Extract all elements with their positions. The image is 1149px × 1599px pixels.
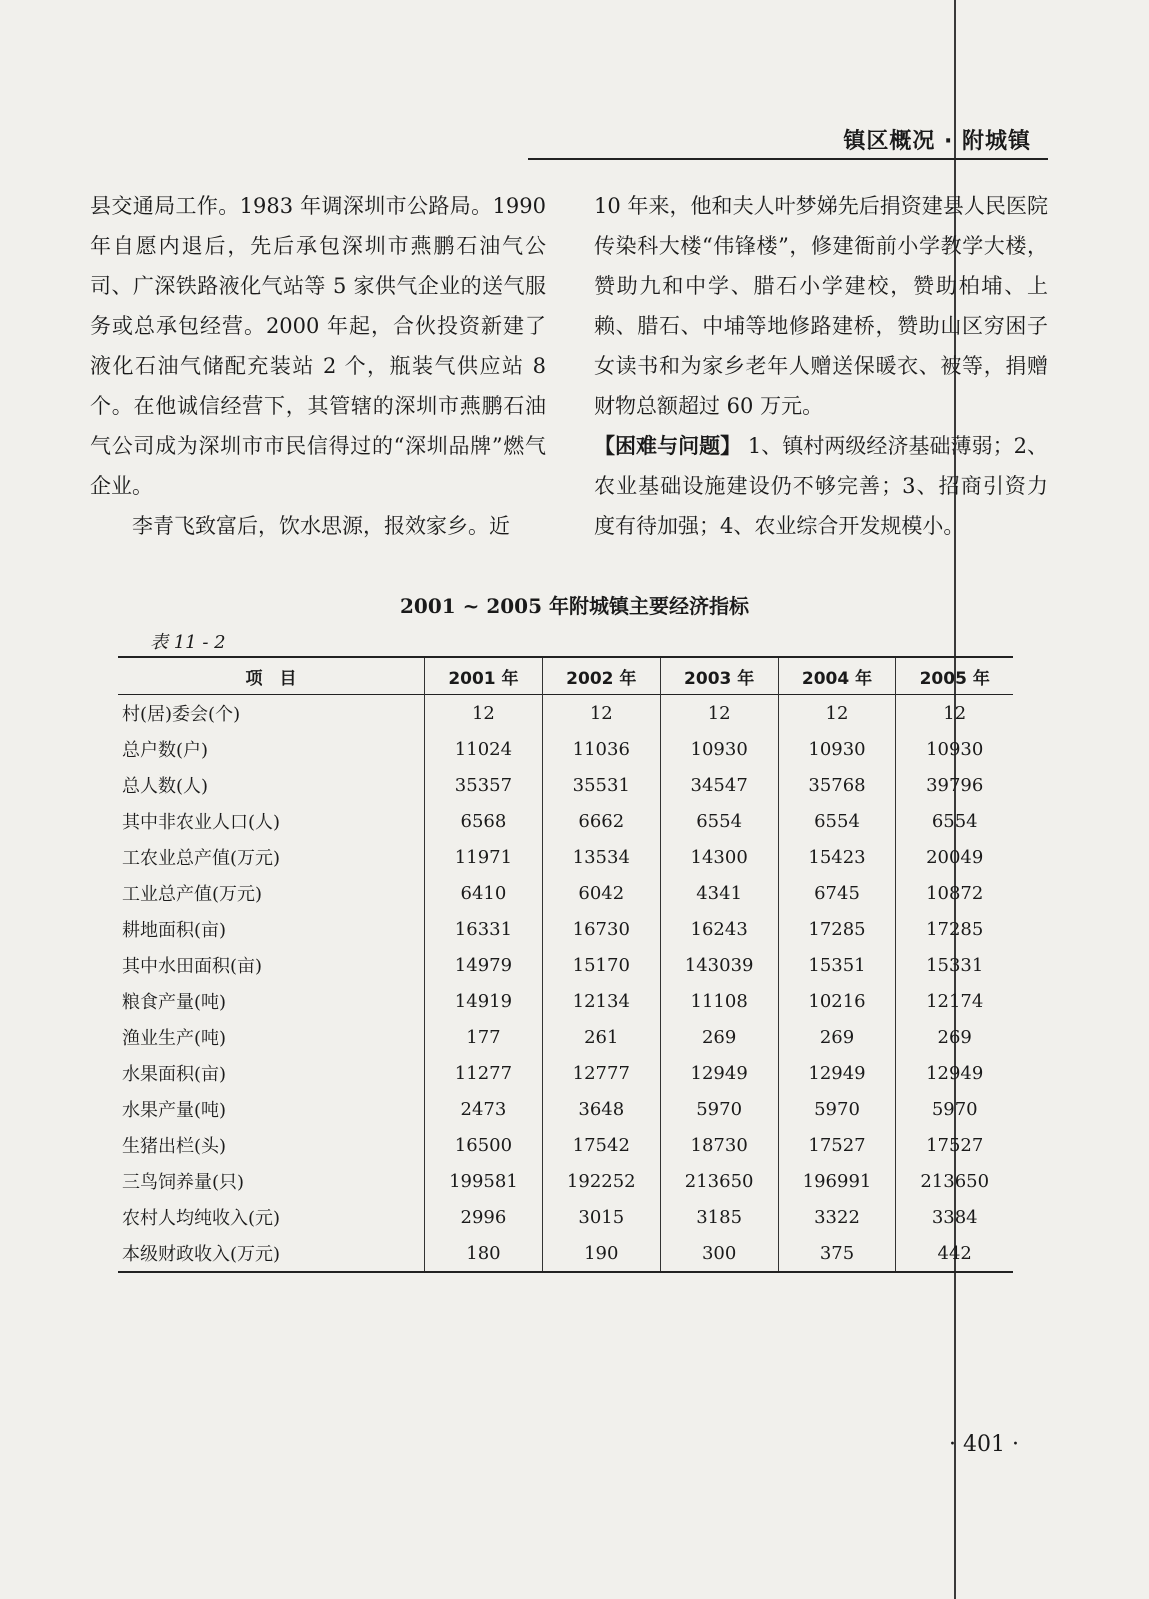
table-cell: 35768: [778, 767, 896, 803]
table-cell: 12: [425, 695, 543, 732]
table-cell: 300: [660, 1235, 778, 1272]
table-cell: 3015: [542, 1199, 660, 1235]
table-cell: 2473: [425, 1091, 543, 1127]
table-cell: 3185: [660, 1199, 778, 1235]
table-cell: 14300: [660, 839, 778, 875]
table-cell: 11971: [425, 839, 543, 875]
table-cell: 12949: [660, 1055, 778, 1091]
table-row: [118, 1127, 1013, 1163]
row-label: 农村人均纯收入(元): [122, 1208, 281, 1229]
table-cell: 11036: [542, 731, 660, 767]
table-cell: 192252: [542, 1163, 660, 1199]
table-cell: 12777: [542, 1055, 660, 1091]
row-label: 工业总产值(万元): [122, 884, 263, 905]
table-title: 2001 ~ 2005 年附城镇主要经济指标: [400, 594, 749, 618]
header-2002: 2002 年: [542, 657, 660, 695]
table-body: [118, 695, 1013, 1273]
table-cell: 6568: [425, 803, 543, 839]
row-label: 三鸟饲养量(只): [122, 1172, 245, 1193]
table-cell: 16331: [425, 911, 543, 947]
table-row: [118, 731, 1013, 767]
table-cell: 10872: [896, 875, 1013, 911]
table-row: [118, 1235, 1013, 1272]
table-cell: 6554: [660, 803, 778, 839]
running-header: 镇区概况 · 附城镇: [843, 129, 1031, 154]
row-label: 耕地面积(亩): [122, 920, 227, 941]
paragraph-problems: [594, 426, 1048, 546]
table-cell: 12134: [542, 983, 660, 1019]
table-cell: 177: [425, 1019, 543, 1055]
table-cell: 16500: [425, 1127, 543, 1163]
table-cell: 10930: [896, 731, 1013, 767]
problems-text: 1、镇村两级经济基础薄弱；2、农业基础设施建设仍不够完善；3、招商引资力度有待加强；4、农业综合开发规模小。: [594, 434, 1048, 538]
table-cell: 269: [896, 1019, 1013, 1055]
table-cell: 15351: [778, 947, 896, 983]
header-2004: 2004 年: [778, 657, 896, 695]
table-cell: 3384: [896, 1199, 1013, 1235]
table-cell: 6554: [778, 803, 896, 839]
table-header-row: [118, 657, 1013, 695]
table-row: [118, 875, 1013, 911]
economic-indicators-table: [118, 656, 1013, 1273]
header-item: 项 目: [245, 668, 297, 689]
table-cell: 269: [660, 1019, 778, 1055]
table-cell: 35531: [542, 767, 660, 803]
table-row: [118, 1091, 1013, 1127]
row-label: 其中水田面积(亩): [122, 956, 263, 977]
table-cell: 143039: [660, 947, 778, 983]
table-cell: 17285: [896, 911, 1013, 947]
table-cell: 6410: [425, 875, 543, 911]
table-cell: 6745: [778, 875, 896, 911]
table-cell: 375: [778, 1235, 896, 1272]
row-label: 渔业生产(吨): [122, 1028, 227, 1049]
table-cell: 6554: [896, 803, 1013, 839]
table-cell: 13534: [542, 839, 660, 875]
table-cell: 2996: [425, 1199, 543, 1235]
table-cell: 12949: [778, 1055, 896, 1091]
table-cell: 196991: [778, 1163, 896, 1199]
table-cell: 12174: [896, 983, 1013, 1019]
row-label: 总户数(户): [122, 740, 209, 761]
table-cell: 16730: [542, 911, 660, 947]
table-row: [118, 947, 1013, 983]
table-cell: 10930: [660, 731, 778, 767]
table-cell: 5970: [778, 1091, 896, 1127]
table-cell: 213650: [896, 1163, 1013, 1199]
table-row: [118, 767, 1013, 803]
table-cell: 15331: [896, 947, 1013, 983]
table-cell: 16243: [660, 911, 778, 947]
table-cell: 190: [542, 1235, 660, 1272]
table-row: [118, 839, 1013, 875]
table-cell: 17527: [778, 1127, 896, 1163]
table-cell: 14919: [425, 983, 543, 1019]
right-column: [594, 186, 1048, 546]
left-column: [90, 186, 546, 546]
table-cell: 17527: [896, 1127, 1013, 1163]
row-label: 水果产量(吨): [122, 1100, 227, 1121]
table-cell: 17542: [542, 1127, 660, 1163]
table-cell: 442: [896, 1235, 1013, 1272]
row-label: 生猪出栏(头): [122, 1136, 227, 1157]
paragraph-career: 县交通局工作。1983 年调深圳市公路局。1990 年自愿内退后，先后承包深圳市燕鹏石油气公司、广深铁路液化气站等 5 家供气企业的送气服务或总承包经营。2000 年起，合伙投资新建了液化石油气储配充装站 2 个，瓶装气供应站 8 个。在他诚信经营下，其管辖的深圳市燕鹏石油气公司成为深圳市市民信得过的“深圳品牌”燃气企业。: [90, 194, 546, 498]
table-row: [118, 983, 1013, 1019]
table-row: [118, 1055, 1013, 1091]
table-number: 表 11 - 2: [150, 632, 226, 653]
table-cell: 261: [542, 1019, 660, 1055]
problems-tag: 【困难与问题】: [594, 434, 742, 458]
table-cell: 11108: [660, 983, 778, 1019]
table-cell: 6042: [542, 875, 660, 911]
table-cell: 10930: [778, 731, 896, 767]
table-cell: 11277: [425, 1055, 543, 1091]
table-cell: 18730: [660, 1127, 778, 1163]
table-cell: 12: [896, 695, 1013, 732]
table-cell: 180: [425, 1235, 543, 1272]
table-cell: 3322: [778, 1199, 896, 1235]
table-cell: 14979: [425, 947, 543, 983]
table-cell: 12949: [896, 1055, 1013, 1091]
row-label: 粮食产量(吨): [122, 992, 227, 1013]
table-cell: 269: [778, 1019, 896, 1055]
table-cell: 35357: [425, 767, 543, 803]
table-row: [118, 911, 1013, 947]
table-cell: 12: [542, 695, 660, 732]
table-cell: 5970: [896, 1091, 1013, 1127]
table-cell: 213650: [660, 1163, 778, 1199]
row-label: 其中非农业人口(人): [122, 812, 281, 833]
table-row: [118, 1163, 1013, 1199]
table-cell: 6662: [542, 803, 660, 839]
row-label: 总人数(人): [122, 776, 209, 797]
table-cell: 199581: [425, 1163, 543, 1199]
header-rule: [528, 158, 1048, 160]
table-row: [118, 695, 1013, 732]
paragraph-donation-start: 李青飞致富后，饮水思源，报效家乡。近: [132, 514, 510, 538]
table-cell: 12: [660, 695, 778, 732]
table-cell: 17285: [778, 911, 896, 947]
table-cell: 10216: [778, 983, 896, 1019]
table-cell: 20049: [896, 839, 1013, 875]
row-label: 水果面积(亩): [122, 1064, 227, 1085]
table-cell: 34547: [660, 767, 778, 803]
row-label: 工农业总产值(万元): [122, 848, 281, 869]
table-cell: 3648: [542, 1091, 660, 1127]
table-cell: 15170: [542, 947, 660, 983]
header-2003: 2003 年: [660, 657, 778, 695]
table-cell: 4341: [660, 875, 778, 911]
paragraph-donations: 10 年来，他和夫人叶梦娣先后捐资建县人民医院传染科大楼“伟锋楼”，修建衙前小学教学大楼，赞助九和中学、腊石小学建校，赞助柏埔、上赖、腊石、中埔等地修路建桥，赞助山区穷困子女读书和为家乡老年人赠送保暖衣、被等，捐赠财物总额超过 60 万元。: [594, 194, 1048, 418]
table-cell: 11024: [425, 731, 543, 767]
table-row: [118, 1019, 1013, 1055]
row-label: 村(居)委会(个): [122, 704, 241, 725]
table-row: [118, 1199, 1013, 1235]
row-label: 本级财政收入(万元): [118, 1235, 425, 1272]
table-cell: 5970: [660, 1091, 778, 1127]
header-2001: 2001 年: [425, 657, 543, 695]
table-cell: 15423: [778, 839, 896, 875]
table-cell: 39796: [896, 767, 1013, 803]
page-number: · 401 ·: [949, 1432, 1019, 1457]
header-2005: 2005 年: [896, 657, 1013, 695]
table-row: [118, 803, 1013, 839]
table-cell: 12: [778, 695, 896, 732]
